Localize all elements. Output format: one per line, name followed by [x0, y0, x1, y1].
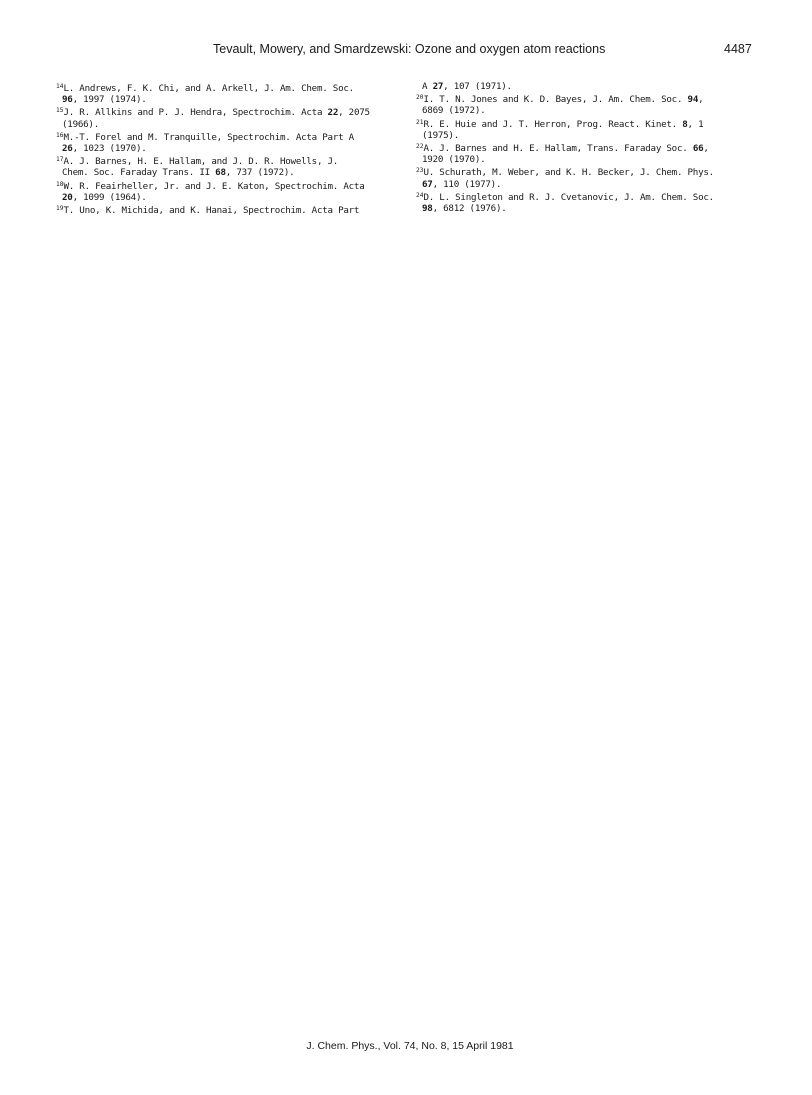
reference-volume: 26 — [62, 143, 73, 155]
reference-text: (1975). — [422, 129, 459, 141]
reference-text: W. R. Feairheller, Jr. and J. E. Katon, Spectrochim. Acta — [63, 180, 365, 192]
reference-text: A — [422, 81, 433, 92]
reference-volume: 27 — [432, 81, 444, 92]
reference-volume: 68 — [215, 167, 226, 179]
references-column-right — [416, 81, 764, 214]
reference-number: 15 — [56, 107, 64, 115]
reference-volume: 94 — [687, 94, 699, 106]
reference-number: 17 — [56, 156, 64, 164]
reference-number: 21 — [416, 118, 424, 126]
reference-text: , 1023 (1970). — [72, 143, 147, 155]
reference-text: I. T. N. Jones and K. D. Bayes, J. Am. Chem. Soc. — [423, 94, 688, 106]
reference-text: D. L. Singleton and R. J. Cvetanovic, J. Am. Chem. Soc. — [423, 191, 714, 203]
reference-18 — [56, 179, 404, 203]
reference-number: 20 — [416, 94, 424, 102]
reference-volume: 96 — [62, 94, 73, 106]
reference-text: M.-T. Forel and M. Tranquille, Spectrochim. Acta Part A — [63, 131, 354, 143]
running-header — [0, 42, 812, 58]
reference-number: 14 — [56, 83, 64, 90]
reference-22 — [416, 141, 764, 165]
reference-number: 23 — [416, 167, 424, 175]
reference-16 — [56, 130, 404, 154]
reference-20 — [416, 92, 764, 116]
reference-text: , — [698, 94, 704, 106]
reference-text: 6869 (1972). — [422, 105, 486, 117]
reference-text: , 107 (1971). — [443, 81, 512, 92]
reference-text: , — [703, 143, 709, 155]
running-title: Tevault, Mowery, and Smardzewski: Ozone and oxygen atom reactions — [213, 42, 606, 56]
reference-17 — [56, 154, 404, 178]
reference-volume: 8 — [682, 118, 688, 130]
journal-citation: J. Chem. Phys., Vol. 74, No. 8, 15 April 1981 — [306, 1040, 514, 1052]
reference-text: , 110 (1977). — [432, 178, 502, 190]
reference-text: T. Uno, K. Michida, and K. Hanai, Spectrochim. Acta Part — [63, 205, 360, 217]
reference-volume: 22 — [327, 107, 339, 119]
reference-number: 22 — [416, 143, 424, 151]
reference-text: R. E. Huie and J. T. Herron, Prog. React. Kinet. — [423, 118, 683, 130]
reference-text: J. R. Allkins and P. J. Hendra, Spectrochim. Acta — [63, 107, 328, 119]
reference-text: 1920 (1970). — [422, 154, 486, 166]
reference-14 — [56, 81, 404, 105]
reference-volume: 67 — [422, 178, 433, 190]
reference-volume: 98 — [422, 203, 433, 215]
reference-text: , 6812 (1976). — [432, 203, 507, 215]
reference-text: , 1099 (1964). — [72, 191, 147, 203]
reference-19 — [56, 203, 404, 216]
reference-volume: 66 — [692, 143, 704, 155]
reference-23 — [416, 165, 764, 189]
reference-text: Chem. Soc. Faraday Trans. II — [62, 167, 216, 179]
journal-footer — [0, 1040, 812, 1052]
reference-text: , 1997 (1974). — [72, 94, 147, 106]
reference-24 — [416, 190, 764, 214]
reference-volume: 20 — [62, 191, 73, 203]
reference-number: 24 — [416, 191, 424, 199]
reference-text: , 2075 — [338, 107, 370, 119]
reference-text: , 737 (1972). — [225, 167, 295, 179]
reference-text: , 1 — [687, 118, 704, 130]
reference-19-continued — [416, 81, 764, 92]
reference-text: (1966). — [62, 118, 99, 130]
references-column-left — [56, 81, 404, 216]
reference-number: 16 — [56, 131, 64, 139]
reference-text: A. J. Barnes, H. E. Hallam, and J. D. R. Howells, J. — [63, 156, 339, 168]
reference-text: U. Schurath, M. Weber, and K. H. Becker, J. Chem. Phys. — [423, 167, 714, 179]
reference-number: 19 — [56, 205, 64, 213]
reference-text: A. J. Barnes and H. E. Hallam, Trans. Faraday Soc. — [423, 143, 693, 155]
reference-21 — [416, 117, 764, 141]
reference-number: 18 — [56, 180, 64, 188]
page-number: 4487 — [724, 42, 752, 56]
reference-15 — [56, 105, 404, 129]
reference-text: L. Andrews, F. K. Chi, and A. Arkell, J. Am. Chem. Soc. — [63, 83, 354, 94]
